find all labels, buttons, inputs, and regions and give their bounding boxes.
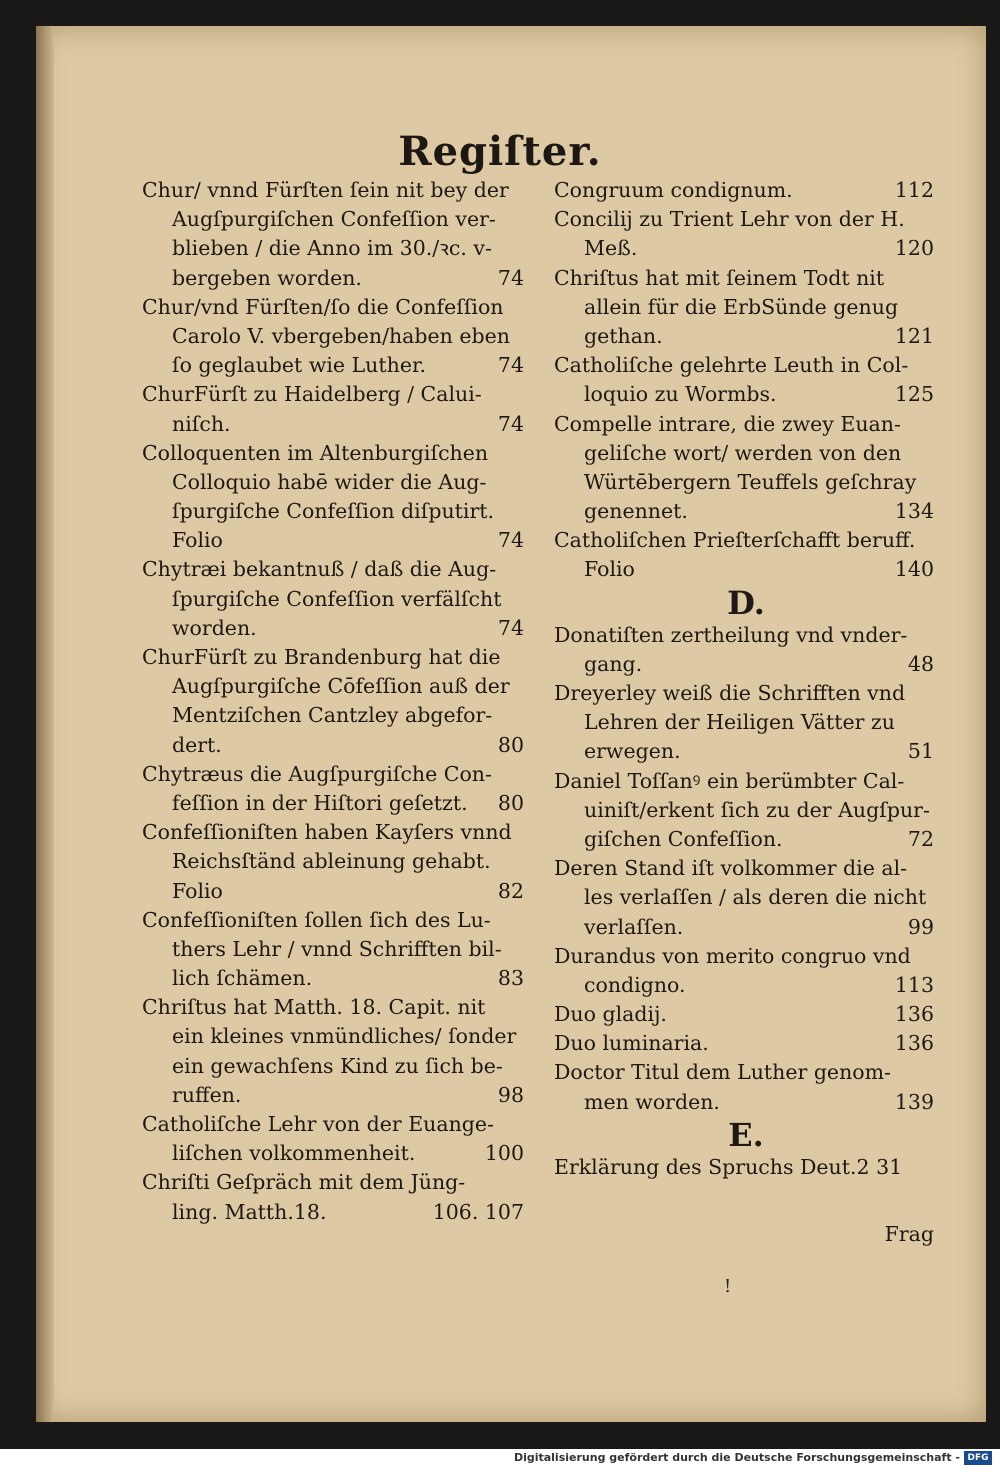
index-entry-line (142, 789, 528, 818)
index-entry-text: Carolo V. vbergeben/haben eben (172, 323, 510, 348)
index-entry-line (142, 585, 528, 614)
index-entry-line (142, 205, 528, 234)
index-entry-text: Chur/vnd Fürſten/ſo die Confeſſion (142, 294, 504, 319)
index-entry-line (142, 1081, 528, 1110)
index-page-number: 82 (490, 877, 524, 906)
index-page-number: 113 (887, 971, 934, 1000)
index-page-number: 98 (490, 1081, 524, 1110)
index-entry-line (142, 964, 528, 993)
index-entry-text: Duo luminaria. (554, 1031, 709, 1056)
index-entry-text: allein für die ErbSünde genug (584, 294, 899, 319)
index-entry-line (554, 380, 938, 409)
index-section-letter: D. (727, 583, 765, 622)
index-entry-line (142, 993, 528, 1022)
index-section-letter: E. (728, 1115, 764, 1154)
index-entry-text: ein gewachſens Kind zu ſich be- (172, 1053, 503, 1078)
index-entry-line (554, 410, 938, 439)
index-entry-text: uiniſt/erkent ſich zu der Augſpur- (584, 797, 930, 822)
index-entry-text: Chriſtus hat Matth. 18. Capit. nit (142, 995, 486, 1020)
index-entry-text: Chur/ vnnd Fürſten ſein nit bey der (142, 178, 509, 202)
index-entry-line (554, 1029, 938, 1058)
page-gutter (36, 26, 54, 1422)
index-entry-line (142, 760, 528, 789)
index-page-number: 112 (887, 176, 934, 205)
index-entry-line (142, 497, 528, 526)
index-page-number: 74 (490, 614, 524, 643)
index-column-right (554, 176, 938, 1182)
index-entry-line (554, 854, 938, 883)
index-entry-line (142, 818, 528, 847)
index-entry-line (554, 913, 938, 942)
index-entry-line (554, 1000, 938, 1029)
index-entry-text: ſpurgiſche Confeſſion verfälſcht (172, 586, 502, 611)
index-entry-text: Daniel Toſſanꝰ ein berümbter Cal- (554, 768, 905, 793)
index-entry-line (554, 883, 938, 912)
index-entry-line (142, 410, 528, 439)
index-entry-text: Colloquio habē wider die Aug- (172, 469, 487, 494)
index-entry-text: Catholiſche Lehr von der Euange- (142, 1112, 494, 1136)
index-page-number: 121 (887, 322, 934, 351)
index-entry-line (554, 621, 938, 650)
index-page-number: 134 (887, 497, 934, 526)
index-entry-line (554, 293, 938, 322)
index-page-number: 136 (887, 1000, 934, 1029)
index-entry-line (142, 877, 528, 906)
index-page-number: 51 (900, 737, 934, 766)
index-entry-text: niſch. (172, 411, 231, 436)
index-entry-line (554, 555, 938, 584)
index-entry-text: Catholiſche gelehrte Leuth in Col- (554, 353, 909, 378)
index-entry-line (142, 1198, 528, 1227)
index-entry-line (142, 1139, 528, 1168)
index-entry-text: Concilij zu Trient Lehr von der H. (554, 207, 905, 232)
index-entry-line (554, 497, 938, 526)
index-page-number: 80 (490, 789, 524, 818)
index-entry-text: giſchen Confeſſion. (584, 826, 783, 851)
index-entry-text: Confeſſioniſten haben Kayſers vnnd (142, 820, 512, 845)
index-entry-text: Dreyerley weiß die Schrifften vnd (554, 681, 906, 705)
index-entry-text: lich ſchämen. (172, 966, 313, 991)
index-entry-text: Chriſti Geſpräch mit dem Jüng- (142, 1170, 466, 1195)
index-entry-text: loquio zu Wormbs. (584, 382, 777, 407)
index-entry-text: Catholiſchen Prieſterſchafft beruff. (554, 528, 916, 553)
index-entry-text: Augſpurgiſchen Confeſſion ver- (172, 207, 496, 232)
index-entry-line (142, 906, 528, 935)
index-entry-text: ſo geglaubet wie Luther. (172, 353, 427, 378)
index-entry-text: Colloquenten im Altenburgiſchen (142, 440, 489, 465)
index-entry-text: Compelle intrare, die zwey Euan- (554, 411, 901, 436)
dfg-logo-icon: DFG (964, 1451, 992, 1465)
index-entry-line (142, 1052, 528, 1081)
index-entry-line (142, 1168, 528, 1197)
page-title: Regiſter. (398, 128, 602, 175)
index-entry-line (554, 942, 938, 971)
index-entry-text: dert. (172, 732, 222, 757)
index-entry-line (554, 679, 938, 708)
index-entry-text: men worden. (584, 1089, 720, 1114)
index-entry-text: Durandus von merito congruo vnd (554, 943, 911, 968)
index-entry-line (142, 847, 528, 876)
index-entry-line (142, 701, 528, 730)
index-page-number: 74 (490, 410, 524, 439)
index-entry-text: Augſpurgiſche Cōfeſſion auß der (172, 674, 510, 699)
index-page-number: 72 (900, 825, 934, 854)
index-entry-line (554, 708, 938, 737)
index-entry-line (554, 439, 938, 468)
index-entry-text: verlaſſen. (584, 914, 684, 939)
index-page-number: 139 (887, 1088, 934, 1117)
index-entry-line (142, 643, 528, 672)
index-page-number: 83 (490, 964, 524, 993)
index-entry-text: Mentziſchen Cantzley abgefor- (172, 703, 493, 728)
index-entry-line (142, 614, 528, 643)
index-entry-text: geliſche wort/ werden von den (584, 440, 902, 465)
index-page-number: 106. 107 (425, 1198, 524, 1227)
index-entry-text: genennet. (584, 499, 688, 524)
index-entry-line (142, 176, 528, 205)
index-entry-line (142, 439, 528, 468)
index-entry-text: Folio (172, 878, 223, 903)
index-column-left (142, 176, 528, 1227)
index-entry-line (554, 1153, 938, 1182)
index-entry-line (554, 526, 938, 555)
index-entry-line (554, 796, 938, 825)
index-entry-text: Würtēbergern Teuffels geſchray (584, 469, 917, 494)
signature-mark: ! (724, 1276, 732, 1297)
index-entry-line (142, 322, 528, 351)
index-entry-text: Folio (172, 528, 223, 553)
index-entry-line (554, 737, 938, 766)
index-page-number: 125 (887, 380, 934, 409)
index-entry-text: Reichsſtänd ableinung gehabt. (172, 849, 491, 874)
index-entry-line (142, 1022, 528, 1051)
index-entry-text: blieben / die Anno im 30./ꝛc. v- (172, 236, 492, 261)
index-page-number: 48 (900, 650, 934, 679)
index-entry-line (554, 264, 938, 293)
index-entry-line (142, 234, 528, 263)
index-entry-text: gang. (584, 651, 643, 676)
index-page-number: 74 (490, 351, 524, 380)
index-entry-line (142, 672, 528, 701)
index-entry-line (554, 1088, 938, 1117)
index-entry-line (142, 380, 528, 409)
index-page-number: 120 (887, 234, 934, 263)
index-entry-text: gethan. (584, 323, 663, 348)
index-entry-text: Congruum condignum. (554, 178, 793, 202)
index-entry-line (142, 526, 528, 555)
index-entry-line (554, 825, 938, 854)
index-page-number: 136 (887, 1029, 934, 1058)
index-entry-text: feſſion in der Hiſtori geſetzt. (172, 790, 468, 815)
index-entry-line (554, 351, 938, 380)
funding-note: Digitalisierung gefördert durch die Deutsche Forschungsgemeinschaft - (513, 1451, 960, 1464)
index-entry-text: Donatiſten zertheilung vnd vnder- (554, 622, 908, 647)
index-entry-line (554, 468, 938, 497)
index-entry-line (554, 650, 938, 679)
index-page-number: 100 (477, 1139, 524, 1168)
index-entry-text: ChurFürſt zu Haidelberg / Calui- (142, 382, 482, 407)
index-entry-line (554, 322, 938, 351)
index-page-number: 80 (490, 731, 524, 760)
index-entry-text: ruffen. (172, 1082, 242, 1107)
index-entry-line (554, 971, 938, 1000)
index-entry-text: Folio (584, 557, 635, 582)
index-entry-line (142, 731, 528, 760)
index-entry-text: condigno. (584, 972, 686, 997)
index-entry-text: Lehren der Heiligen Vätter zu (584, 710, 895, 735)
index-entry-text: ein kleines vnmündliches/ ſonder (172, 1024, 517, 1049)
index-entry-line (142, 1110, 528, 1139)
index-entry-line (142, 935, 528, 964)
index-page-number: 99 (900, 913, 934, 942)
index-entry-line (142, 293, 528, 322)
index-entry-line (554, 205, 938, 234)
catchword: Frag (884, 1222, 934, 1246)
index-entry-text: Doctor Titul dem Luther genom- (554, 1060, 891, 1085)
index-entry-line (554, 767, 938, 796)
index-entry-text: Meß. (584, 236, 638, 261)
index-page-number: 74 (490, 264, 524, 293)
index-entry-text: les verlaſſen / als deren die nicht (584, 885, 927, 910)
index-entry-text: Chytræi bekantnuß / daß die Aug- (142, 557, 497, 582)
index-entry-text: Deren Stand iſt volkommer die al- (554, 856, 908, 881)
index-entry-line (142, 351, 528, 380)
index-entry-text: Erklärung des Spruchs Deut.2 31 (554, 1154, 903, 1179)
index-entry-text: liſchen volkommenheit. (172, 1141, 416, 1166)
index-entry-text: Chriſtus hat mit ſeinem Todt nit (554, 265, 885, 290)
index-entry-text: bergeben worden. (172, 265, 362, 290)
index-entry-text: ling. Matth.18. (172, 1199, 327, 1224)
index-entry-text: thers Lehr / vnnd Schrifften bil- (172, 936, 502, 961)
index-entry-text: Duo gladij. (554, 1002, 667, 1027)
index-page-number: 140 (887, 555, 934, 584)
index-entry-text: ſpurgiſche Confeſſion diſputirt. (172, 499, 494, 524)
index-page-number: 74 (490, 526, 524, 555)
index-entry-text: erwegen. (584, 739, 681, 764)
index-entry-line (142, 468, 528, 497)
index-entry-text: worden. (172, 615, 257, 640)
index-entry-line (142, 555, 528, 584)
index-entry-line (554, 1058, 938, 1087)
index-entry-text: Chytræus die Augſpurgiſche Con- (142, 761, 492, 786)
index-entry-line (554, 176, 938, 205)
index-entry-line (142, 264, 528, 293)
index-entry-text: Confeſſioniſten ſollen ſich des Lu- (142, 907, 491, 932)
index-entry-line (554, 234, 938, 263)
index-entry-text: ChurFürſt zu Brandenburg hat die (142, 645, 501, 669)
